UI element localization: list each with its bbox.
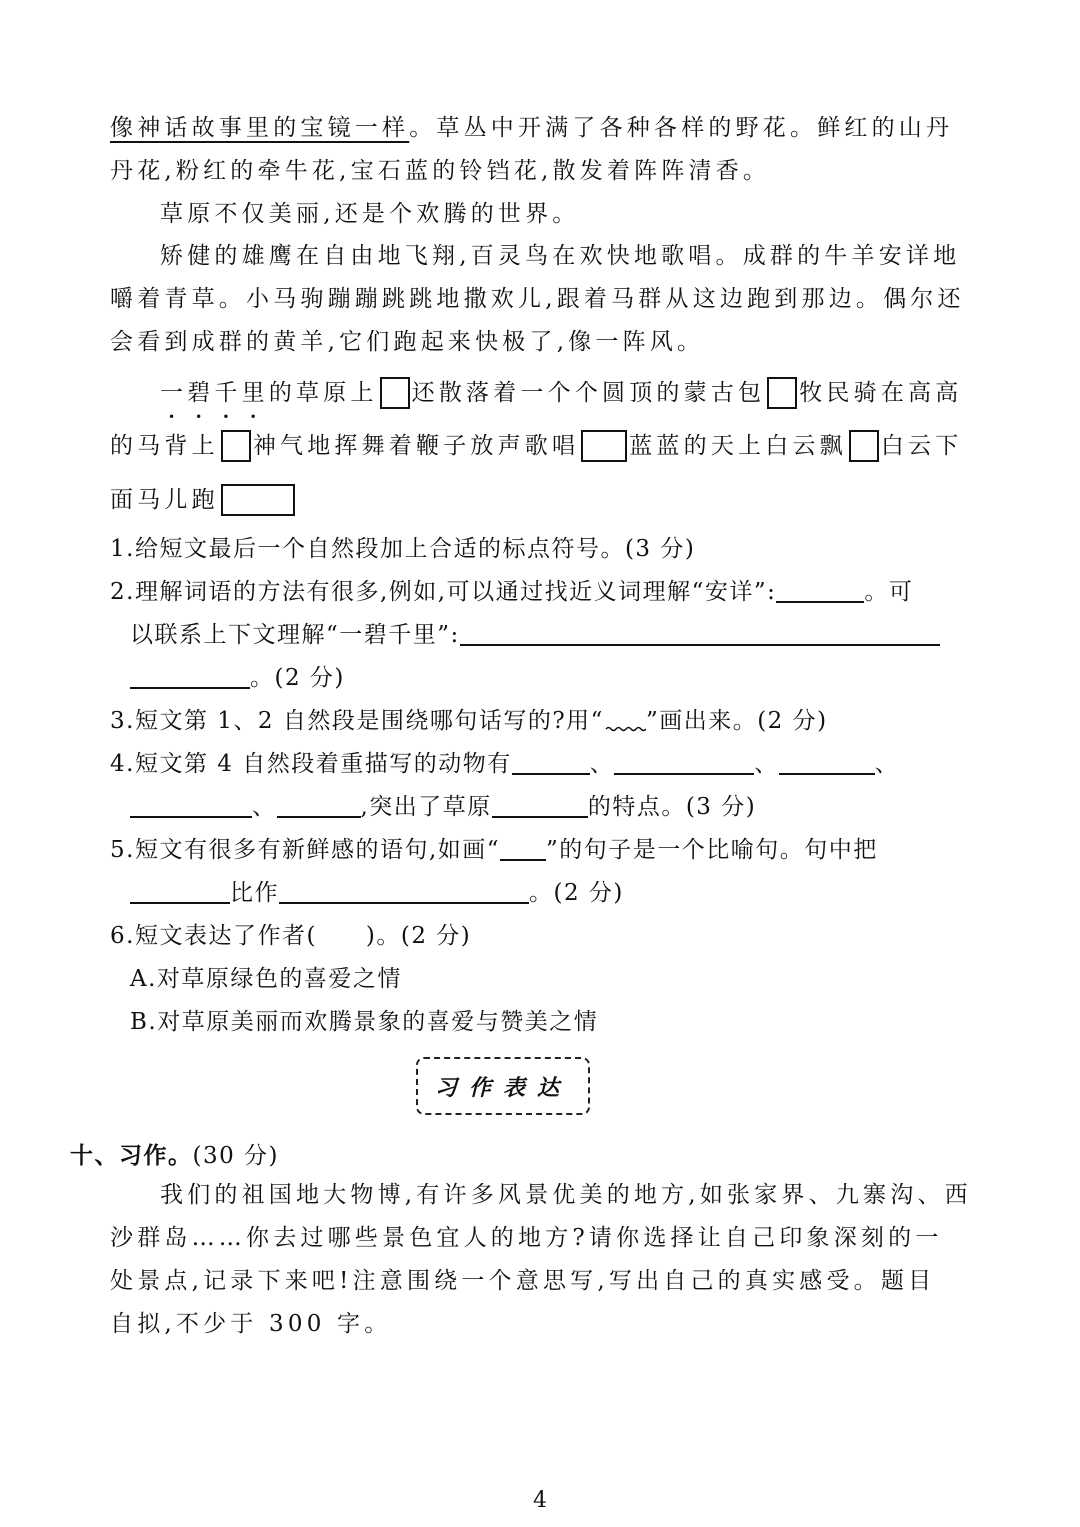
question-text: 5.短文有很多有新鲜感的语句,如画“ [110, 837, 501, 863]
question-text: 。(2 分) [250, 665, 345, 691]
punctuation-box[interactable] [221, 430, 251, 462]
question-text: 2.理解词语的方法有很多,例如,可以通过找近义词理解“安详”: [110, 579, 777, 605]
answer-blank[interactable] [776, 579, 864, 603]
punctuation-box[interactable] [380, 377, 410, 409]
question-text: 的特点。(3 分) [587, 794, 757, 820]
question-text: 4.短文第 4 自然段着重描写的动物有 [110, 751, 512, 777]
passage-line [110, 113, 953, 143]
choice-b[interactable]: B.对草原美丽而欢腾景象的喜爱与赞美之情 [130, 1009, 599, 1035]
question-2 [110, 577, 913, 607]
passage-line: 嚼着青草。小马驹蹦蹦跳跳地撒欢儿,跟着马群从这边跑到那边。偶尔还 [110, 286, 965, 312]
page-number: 4 [533, 1488, 547, 1513]
answer-blank[interactable] [614, 751, 754, 775]
passage-text: 神气地挥舞着鞭子放声歌唱 [252, 433, 580, 459]
separator: 、 [754, 751, 779, 777]
writing-line: 自拟,不少于 300 字。 [110, 1311, 392, 1337]
writing-heading-label: 十、习作。 [70, 1143, 193, 1169]
passage-text: 的马背上 [110, 433, 219, 459]
passage-text: 的草原上 [268, 380, 378, 406]
question-text: ”的句子是一个比喻句。句中把 [546, 837, 878, 863]
question-text: ”画出来。(2 分) [645, 708, 828, 734]
question-1: 1.给短文最后一个自然段加上合适的标点符号。(3 分) [110, 536, 696, 562]
punctuation-box[interactable] [581, 430, 627, 462]
writing-heading [70, 1137, 279, 1170]
punctuation-paragraph-line [110, 484, 297, 516]
dotted-char: 里 [241, 380, 269, 406]
answer-blank[interactable] [130, 794, 252, 818]
underlined-simile: 像神话故事里的宝镜一样 [110, 115, 410, 141]
punctuation-box[interactable] [767, 377, 797, 409]
question-2-cont [130, 620, 940, 650]
question-4 [110, 749, 899, 779]
wavy-line-icon [604, 710, 646, 732]
writing-line: 我们的祖国地大物博,有许多风景优美的地方,如张家界、九寨沟、西 [160, 1182, 972, 1208]
answer-blank[interactable] [779, 751, 875, 775]
answer-blank[interactable] [277, 794, 361, 818]
passage-text: 面马儿跑 [110, 487, 219, 513]
dotted-char: 千 [214, 380, 242, 406]
separator: 、 [589, 751, 615, 777]
question-5 [110, 835, 878, 865]
passage-text: 蓝蓝的天上白云飘 [629, 433, 847, 459]
question-text: 比作 [230, 880, 279, 906]
answer-blank[interactable] [512, 751, 590, 775]
separator: 、 [874, 751, 900, 777]
question-text: 3.短文第 1、2 自然段是围绕哪句话写的?用“ [110, 708, 604, 734]
question-2-cont [130, 663, 345, 693]
question-text: 。(2 分) [529, 880, 624, 906]
passage-text: 白云下 [880, 433, 963, 459]
punctuation-paragraph-line [110, 430, 962, 462]
question-text: 。可 [864, 579, 914, 605]
question-6: 6.短文表达了作者( )。(2 分) [110, 923, 472, 949]
dotted-char: 碧 [187, 380, 215, 406]
question-text: ,突出了草原 [360, 794, 492, 820]
passage-text: 还散落着一个个圆顶的蒙古包 [411, 380, 766, 406]
passage-text: 牧民骑在高高 [799, 380, 963, 406]
passage-line: 草原不仅美丽,还是个欢腾的世界。 [160, 201, 580, 227]
passage-line: 丹花,粉红的牵牛花,宝石蓝的铃铛花,散发着阵阵清香。 [110, 158, 771, 184]
punctuation-box[interactable] [849, 430, 879, 462]
section-badge: 习作表达 [416, 1057, 590, 1115]
dotted-char: 一 [160, 380, 188, 406]
answer-blank[interactable] [130, 880, 230, 904]
passage-text: 。草丛中开满了各种各样的野花。鲜红的山丹 [409, 115, 954, 141]
passage-line: 会看到成群的黄羊,它们跑起来快极了,像一阵风。 [110, 329, 705, 355]
question-text: 以联系上下文理解“一碧千里”: [130, 622, 460, 648]
punctuation-box[interactable] [221, 484, 295, 516]
writing-points: (30 分) [192, 1143, 280, 1169]
question-4-cont [130, 792, 756, 822]
writing-line: 沙群岛……你去过哪些景色宜人的地方?请你选择让自己印象深刻的一 [110, 1225, 943, 1251]
writing-line: 处景点,记录下来吧!注意围绕一个意思写,写出自己的真实感受。题目 [110, 1268, 936, 1294]
separator: 、 [252, 794, 277, 820]
passage-line: 矫健的雄鹰在自由地飞翔,百灵鸟在欢快地歌唱。成群的牛羊安详地 [160, 243, 961, 269]
answer-blank[interactable] [130, 665, 250, 689]
answer-blank[interactable] [279, 880, 529, 904]
question-5-cont [130, 878, 624, 908]
underline-sample [500, 837, 546, 861]
question-3 [110, 706, 828, 736]
answer-blank[interactable] [460, 622, 940, 646]
choice-a[interactable]: A.对草原绿色的喜爱之情 [130, 966, 402, 992]
punctuation-paragraph-line [160, 377, 962, 409]
answer-blank[interactable] [492, 794, 588, 818]
